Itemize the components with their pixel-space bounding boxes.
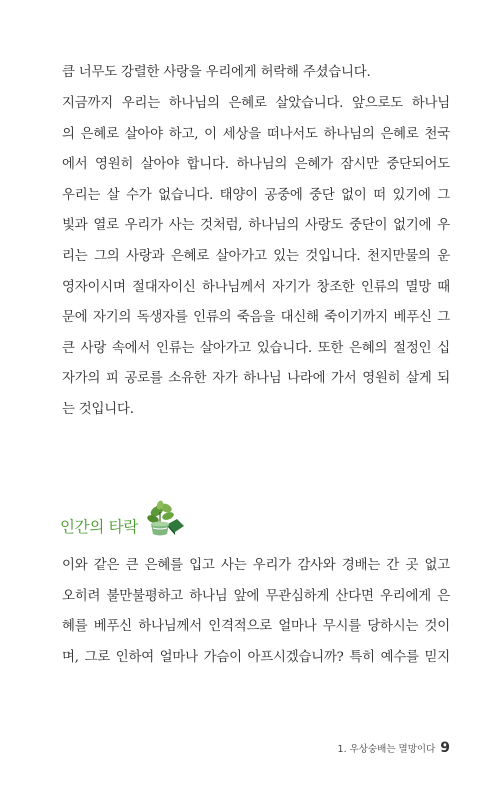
text-line: 빛과 열로 우리가 사는 것처럼, 하나님의 사랑도 중단이 없기에 우	[62, 218, 450, 234]
paragraph	[62, 89, 450, 426]
text-line: 자가의 피 공로를 소유한 자가 하나님 나라에 가서 영원히 살게 되	[62, 371, 450, 387]
paragraph	[62, 551, 450, 673]
section-heading	[60, 506, 186, 546]
text-line: 지금까지 우리는 하나님의 은혜로 살았습니다. 앞으로도 하나님	[62, 96, 450, 111]
text-line: 의 은혜로 살아야 하고, 이 세상을 떠나서도 하나님의 은혜로 천국	[62, 126, 450, 142]
section-title: 인간의 타락	[60, 518, 138, 536]
text-line: 리는 그의 사랑과 은혜로 살아가고 있는 것입니다. 천지만물의 운	[62, 248, 450, 264]
page-footer	[338, 740, 450, 756]
running-head: 1. 우상숭배는 멸망이다	[337, 744, 436, 755]
text-line: 혜를 베푸신 하나님께서 인격적으로 얼마나 무시를 당하시는 것이	[62, 619, 450, 635]
page-number: 9	[440, 740, 450, 756]
text-line: 는 것입니다.	[62, 401, 134, 417]
text-line: 큼 너무도 강렬한 사랑을 우리에게 허락해 주셨습니다.	[62, 65, 371, 80]
sprout-pot-book-icon	[144, 500, 186, 544]
text-line: 에서 영원히 살아야 합니다. 하나님의 은혜가 잠시만 중단되어도	[62, 157, 450, 173]
text-line: 영자이시며 절대자이신 하나님께서 자기가 창조한 인류의 멸망 때	[62, 279, 450, 295]
text-line: 오히려 불만불평하고 하나님 앞에 무관심하게 산다면 우리에게 은	[62, 588, 450, 604]
text-line: 이와 같은 큰 은혜를 입고 사는 우리가 감사와 경배는 간 곳 없고	[62, 558, 450, 573]
text-line: 문에 자기의 독생자를 인류의 죽음을 대신해 죽이기까지 베푸신 그	[62, 310, 450, 326]
text-line: 며, 그로 인하여 얼마나 가슴이 아프시겠습니까? 특히 예수를 믿지	[62, 649, 450, 665]
text-line: 우리는 살 수가 없습니다. 태양이 공중에 중단 없이 떠 있기에 그	[62, 187, 450, 203]
paragraph-continued	[62, 58, 450, 89]
text-line: 큰 사랑 속에서 인류는 살아가고 있습니다. 또한 은혜의 절정인 십	[62, 340, 450, 356]
